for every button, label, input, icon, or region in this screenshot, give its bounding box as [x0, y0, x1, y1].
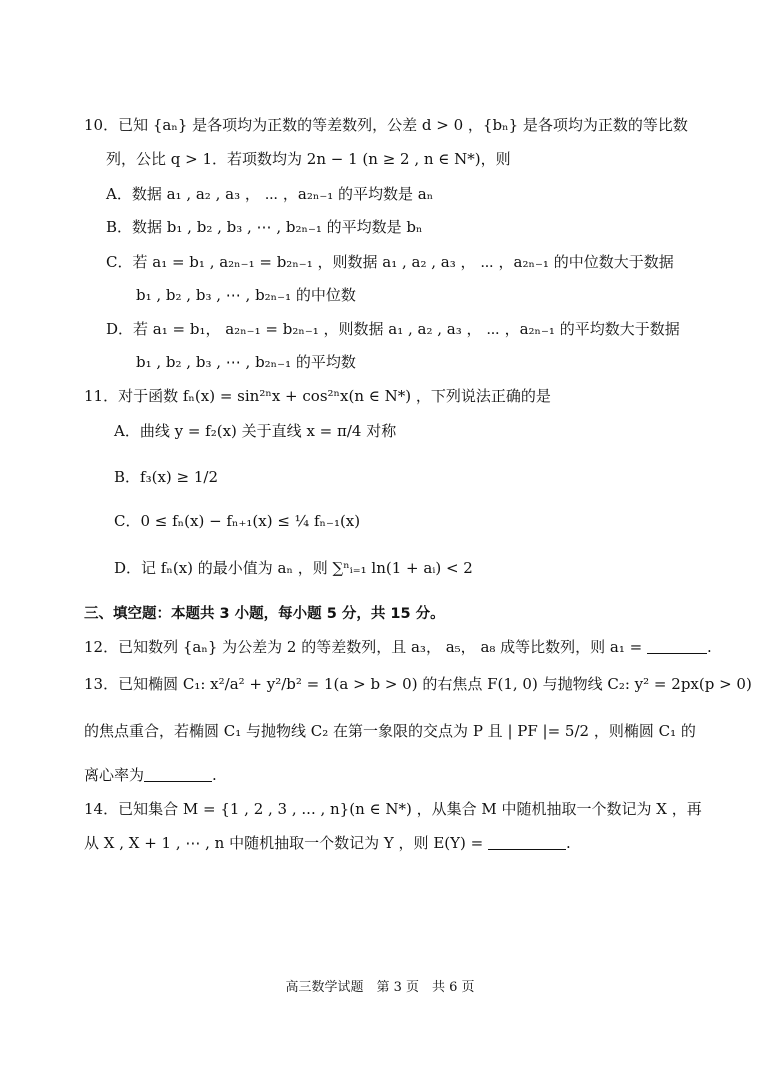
q14-line2: [84, 832, 571, 854]
q14-end: .: [565, 834, 571, 852]
q13-line3-text: 离心率为: [84, 766, 145, 784]
q11-option-d: D．记 fₙ(x) 的最小值为 aₙ ，则 ∑ⁿᵢ₌₁ ln(1 + aᵢ) < 2: [114, 559, 473, 577]
q12-text: 12．已知数列 {aₙ} 为公差为 2 的等差数列，且 a₃， a₅， a₈ 成等比数列，则 a₁ =: [84, 638, 647, 656]
q14-answer-blank[interactable]: [488, 835, 566, 850]
q13-line2: 的焦点重合，若椭圆 C₁ 与抛物线 C₂ 在第一象限的交点为 P 且 | PF |= 5/2 ，则椭圆 C₁ 的: [84, 722, 696, 740]
page-footer: 高三数学试题 第 3 页 共 6 页: [285, 980, 475, 995]
q10-option-d-line2: b₁ , b₂ , b₃ , ⋯ , b₂ₙ₋₁ 的平均数: [136, 353, 356, 371]
q13-line3: [84, 764, 217, 786]
q13-end: .: [212, 766, 217, 784]
q13-answer-blank[interactable]: [144, 767, 212, 782]
q13-line1: 13．已知椭圆 C₁: x²/a² + y²/b² = 1(a > b > 0) 的右焦点 F(1, 0) 与抛物线 C₂: y² = 2px(p > 0): [84, 675, 752, 693]
q14-line1: 14．已知集合 M = {1 , 2 , 3 , ... , n}(n ∈ N*) ，从集合 M 中随机抽取一个数记为 X ，再: [84, 800, 702, 818]
q12-line: [84, 636, 712, 658]
q10-option-d-line1: D．若 a₁ = b₁， a₂ₙ₋₁ = b₂ₙ₋₁ ，则数据 a₁ , a₂ , a₃ ， ⋯ ，a₂ₙ₋₁ 的平均数大于数据: [106, 320, 680, 338]
q14-line2-text: 从 X , X + 1 , ⋯ , n 中随机抽取一个数记为 Y ，则 E(Y) =: [84, 834, 488, 852]
q11-option-c: C．0 ≤ fₙ(x) − fₙ₊₁(x) ≤ ¼ fₙ₋₁(x): [114, 512, 361, 530]
section-fill-in-blank-heading: 三、填空题：本题共 3 小题，每小题 5 分，共 15 分。: [84, 606, 445, 622]
q12-end: .: [707, 638, 712, 656]
q11-stem: 11．对于函数 fₙ(x) = sin²ⁿx + cos²ⁿx(n ∈ N*) ，下列说法正确的是: [84, 387, 551, 405]
q10-option-c-line1: C．若 a₁ = b₁ , a₂ₙ₋₁ = b₂ₙ₋₁ ，则数据 a₁ , a₂ , a₃ ， ⋯ ，a₂ₙ₋₁ 的中位数大于数据: [106, 253, 674, 271]
q11-option-a: A．曲线 y = f₂(x) 关于直线 x = π/4 对称: [114, 422, 397, 440]
q10-option-c-line2: b₁ , b₂ , b₃ , ⋯ , b₂ₙ₋₁ 的中位数: [136, 286, 356, 304]
q10-option-a: A．数据 a₁ , a₂ , a₃ ， ⋯ ，a₂ₙ₋₁ 的平均数是 aₙ: [106, 185, 434, 203]
q12-answer-blank[interactable]: [647, 639, 707, 654]
q10-option-b: B．数据 b₁ , b₂ , b₃ , ⋯ , b₂ₙ₋₁ 的平均数是 bₙ: [106, 218, 423, 236]
q10-stem-line1: 10．已知 {aₙ} 是各项均为正数的等差数列，公差 d > 0 ，{bₙ} 是各项均为正数的等比数: [84, 116, 688, 134]
q10-stem-line2: 列，公比 q > 1．若项数均为 2n − 1 (n ≥ 2 , n ∈ N*)，则: [106, 150, 511, 168]
q11-option-b: B．f₃(x) ≥ 1/2: [114, 468, 218, 486]
